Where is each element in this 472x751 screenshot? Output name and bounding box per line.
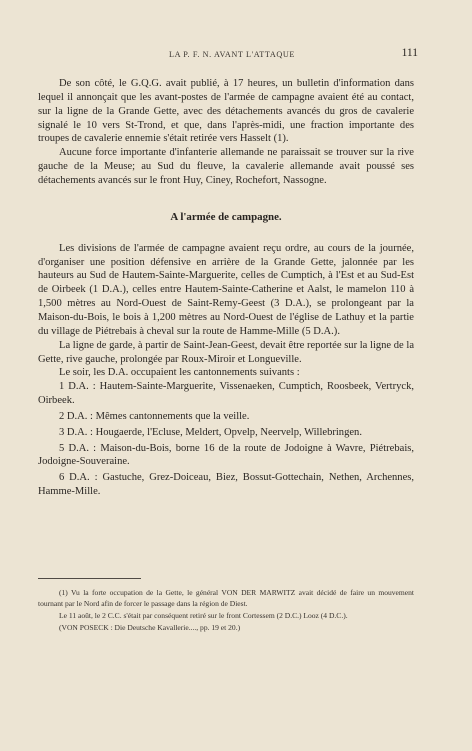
cantonment-item-3-da: 3 D.A. : Hougaerde, l'Ecluse, Meldert, Opvelp, Neervelp, Willebringen. — [59, 426, 362, 438]
cantonment-item-1-da: 1 D.A. : Hautem-Sainte-Marguerite, Vissenaeken, Cumptich, Roosbeek, Vertryck, Oirbeek. — [38, 381, 414, 407]
footnotes — [38, 588, 414, 635]
footnote-continuation: Le 11 août, le 2 C.C. s'était par conséquent retiré sur le front Cortessem (2 D.C.) Looz (4 D.C.). — [59, 610, 348, 620]
cantonment-item-5-da: 5 D.A. : Maison-du-Bois, borne 16 de la route de Jodoigne à Wavre, Piétrebais, Jodoigne-Souveraine. — [38, 442, 414, 468]
cantonment-item-2-da: 2 D.A. : Mêmes cantonnements que la veille. — [59, 410, 250, 422]
footnote-1: (1) Vu la forte occupation de la Gette, le général VON DER MARWITZ avait décidé de faire un mouvement tournant par le Nord afin de forcer le passage dans la région de Diest. — [38, 588, 414, 608]
footnote-source: (VON POSECK : Die Deutsche Kavallerie...., pp. 19 et 20.) — [59, 622, 241, 632]
page-number: 111 — [401, 47, 418, 59]
running-title: LA P. F. N. AVANT L'ATTAQUE — [169, 50, 295, 59]
footnote-divider — [38, 578, 141, 579]
paragraph-guard-line: La ligne de garde, à partir de Saint-Jean-Geest, devait être reportée sur la ligne de la Gette, rive gauche, prolongée par Roux-Miroir et Longueville. — [38, 339, 414, 365]
main-text — [38, 77, 414, 501]
section-heading: A l'armée de campagne. — [170, 210, 282, 223]
cantonment-item-6-da: 6 D.A. : Gastuche, Grez-Doiceau, Biez, Bossut-Gottechain, Nethen, Archennes, Hamme-Mille. — [38, 472, 414, 498]
paragraph-gqg-bulletin: De son côté, le G.Q.G. avait publié, à 17 heures, un bulletin d'information dans lequel il annonçait que les avant-postes de l'armée de campagne avaient été au contact, sur la ligne de la Grande Gette, avec des détachements avancés du gros de cavalerie signalé le 10 vers St-Trond, et que, dans l'après-midi, une fraction importante des troupes de cavalerie ennemie s'était retirée vers Hasselt (1). — [38, 78, 414, 145]
cantonment-list — [38, 380, 414, 499]
paragraph-defensive-position: Les divisions de l'armée de campagne avaient reçu ordre, au cours de la journée, d'organiser une position défensive en arrière de la Grande Gette, jalonnée par les hauteurs au Sud de Hautem-Sainte-Marguerite, celles de Cumptich, à l'Est et au Sud-Est de Oirbeek (1 D.A.), celles entre Hautem-Sainte-Catherine et Aalst, le mamelon 110 à 1,500 mètres au Nord-Ouest de Saint-Remy-Geest (3 D.A.), se prolongeant par la Maison-du-Bois, le bois à 1,200 mètres au Nord-Ouest de l'église de Lathuy et la partie du village de Piétrebais à cheval sur la route de Hamme-Mille (5 D.A.). — [38, 242, 414, 337]
paragraph-infantry-meuse: Aucune force importante d'infanterie allemande ne paraissait se trouver sur la rive gauche de la Meuse; au Sud du fleuve, la cavalerie allemande avait poussé ses détachements avancés sur le front Huy, Ciney, Rochefort, Nassogne. — [38, 147, 414, 186]
paragraph-cantonments-intro: Le soir, les D.A. occupaient les cantonnements suivants : — [59, 367, 300, 379]
